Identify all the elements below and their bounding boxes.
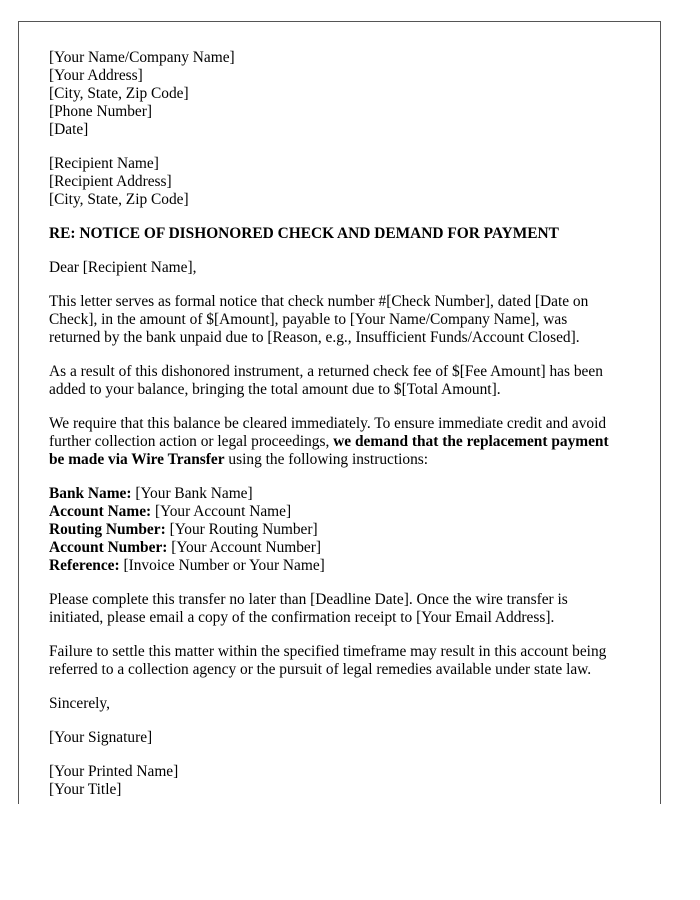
paragraph-notice: [49, 293, 649, 347]
wire-value: [Your Routing Number]: [165, 521, 318, 538]
signer-block: [49, 763, 649, 799]
letter-body: [49, 49, 649, 799]
paragraph-consequence: [49, 643, 649, 679]
paragraph-fee-line: As a result of this dishonored instrument, a returned check fee of $[Fee Amount] has been: [49, 363, 603, 380]
closing: Sincerely,: [49, 695, 110, 712]
paragraph-deadline-line: Please complete this transfer no later than [Deadline Date]. Once the wire transfer is: [49, 591, 568, 608]
signature: [Your Signature]: [49, 729, 153, 746]
paragraph-notice-line: Check], in the amount of $[Amount], payable to [Your Name/Company Name], was: [49, 311, 568, 328]
sender-name: [Your Name/Company Name]: [49, 49, 235, 66]
paragraph-deadline-line: initiated, please email a copy of the confirmation receipt to [Your Email Address].: [49, 609, 555, 626]
wire-label: Bank Name:: [49, 485, 132, 502]
recipient-city-state-zip: [City, State, Zip Code]: [49, 191, 189, 208]
paragraph-notice-line: This letter serves as formal notice that check number #[Check Number], dated [Date on: [49, 293, 589, 310]
sender-address: [Your Address]: [49, 67, 143, 84]
demand-text-plain: using the following instructions:: [224, 451, 429, 468]
salutation: Dear [Recipient Name],: [49, 259, 197, 276]
paragraph-demand-line: [49, 433, 649, 451]
recipient-block: [49, 155, 649, 209]
letter-date: [Date]: [49, 121, 89, 138]
printed-name: [Your Printed Name]: [49, 763, 179, 780]
wire-label: Routing Number:: [49, 521, 166, 538]
recipient-name: [Recipient Name]: [49, 155, 159, 172]
wire-instructions: [49, 485, 649, 575]
wire-bank-name: [49, 485, 649, 503]
demand-text-bold: we demand that the replacement payment: [333, 433, 609, 450]
paragraph-demand-line: We require that this balance be cleared immediately. To ensure immediate credit and avoid: [49, 415, 607, 432]
wire-label: Reference:: [49, 557, 120, 574]
paragraph-fee: [49, 363, 649, 399]
paragraph-demand: [49, 415, 649, 469]
paragraph-consequence-line: referred to a collection agency or the pursuit of legal remedies available under state law.: [49, 661, 592, 678]
sender-city-state-zip: [City, State, Zip Code]: [49, 85, 189, 102]
paragraph-demand-line: [49, 451, 649, 469]
demand-text-bold: be made via Wire Transfer: [49, 451, 225, 468]
paragraph-notice-line: returned by the bank unpaid due to [Reason, e.g., Insufficient Funds/Account Closed].: [49, 329, 580, 346]
recipient-address: [Recipient Address]: [49, 173, 172, 190]
sender-block: [49, 49, 649, 139]
wire-routing-number: [49, 521, 649, 539]
demand-text-plain: further collection action or legal proceedings,: [49, 433, 334, 450]
wire-account-name: [49, 503, 649, 521]
sender-phone: [Phone Number]: [49, 103, 153, 120]
wire-value: [Your Account Name]: [151, 503, 292, 520]
wire-label: Account Name:: [49, 503, 152, 520]
wire-account-number: [49, 539, 649, 557]
paragraph-fee-line: added to your balance, bringing the total amount due to $[Total Amount].: [49, 381, 501, 398]
signer-title: [Your Title]: [49, 781, 122, 798]
subject-line: RE: NOTICE OF DISHONORED CHECK AND DEMAND FOR PAYMENT: [49, 225, 559, 242]
wire-label: Account Number:: [49, 539, 168, 556]
wire-value: [Your Account Number]: [167, 539, 322, 556]
wire-reference: [49, 557, 649, 575]
wire-value: [Your Bank Name]: [131, 485, 253, 502]
paragraph-deadline: [49, 591, 649, 627]
paragraph-consequence-line: Failure to settle this matter within the specified timeframe may result in this account being: [49, 643, 607, 660]
wire-value: [Invoice Number or Your Name]: [119, 557, 325, 574]
